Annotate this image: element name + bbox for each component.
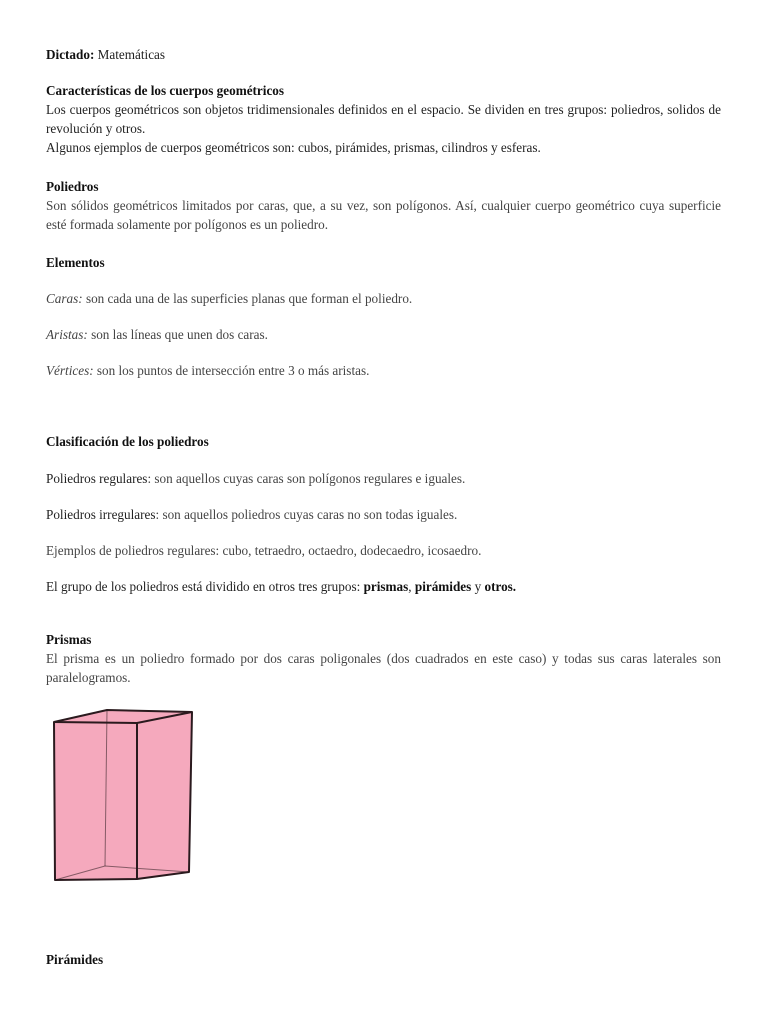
grupo-prismas: prismas xyxy=(363,579,409,594)
grupo-separator-1: , xyxy=(408,579,415,594)
regulares-definition xyxy=(46,469,721,488)
aristas-definition xyxy=(46,325,721,344)
intro-examples: Algunos ejemplos de cuerpos geométricos son: cubos, pirámides, prismas, cilindros y esferas. xyxy=(46,140,541,155)
dictado-label: Dictado: xyxy=(46,47,95,62)
grupo-piramides: pirámides xyxy=(414,579,472,594)
clasificacion-heading: Clasificación de los poliedros xyxy=(46,434,209,449)
poliedros-paragraph: Son sólidos geométricos limitados por caras, que, a su vez, son polígonos. Así, cualquier cuerpo geométrico cuya superficie esté formada solamente por polígonos es un poliedro. xyxy=(46,198,721,232)
caras-term: Caras: xyxy=(46,291,83,306)
prism-body xyxy=(54,710,192,880)
prismas-heading: Prismas xyxy=(46,632,92,647)
caras-definition xyxy=(46,289,721,308)
ejemplos-regulares: Ejemplos de poliedros regulares: cubo, tetraedro, octaedro, dodecaedro, icosaedro. xyxy=(46,543,482,558)
piramides-heading: Pirámides xyxy=(46,952,104,967)
poliedros-heading: Poliedros xyxy=(46,179,99,194)
vertices-definition xyxy=(46,361,721,380)
prismas-paragraph: El prisma es un poliedro formado por dos caras poligonales (dos cuadrados en este caso) y todas sus caras laterales son paralelogramos. xyxy=(46,651,721,685)
aristas-term: Aristas: xyxy=(46,327,88,342)
caras-text: son cada una de las superficies planas que forman el poliedro. xyxy=(82,291,413,306)
aristas-text: son las líneas que unen dos caras. xyxy=(87,327,268,342)
vertices-term: Vértices: xyxy=(46,363,94,378)
regulares-term: Poliedros regulares xyxy=(46,471,148,486)
dictado-line xyxy=(46,45,721,64)
dictado-subject: Matemáticas xyxy=(97,47,166,62)
elementos-heading: Elementos xyxy=(46,255,105,270)
irregulares-text: : son aquellos poliedros cuyas caras no son todas iguales. xyxy=(155,507,458,522)
intro-paragraph: Los cuerpos geométricos son objetos tridimensionales definidos en el espacio. Se dividen en tres grupos: poliedros, solidos de revolución y otros. xyxy=(46,102,721,136)
prism-illustration xyxy=(50,706,200,886)
intro-heading: Características de los cuerpos geométricos xyxy=(46,83,285,98)
regulares-text: : son aquellos cuyas caras son polígonos regulares e iguales. xyxy=(147,471,466,486)
grupo-separator-2: y xyxy=(471,579,485,594)
grupos-text: El grupo de los poliedros está dividido en otros tres grupos: xyxy=(46,579,364,594)
irregulares-definition xyxy=(46,505,721,524)
irregulares-term: Poliedros irregulares xyxy=(46,507,156,522)
vertices-text: son los puntos de intersección entre 3 o más aristas. xyxy=(93,363,370,378)
grupos-line xyxy=(46,577,721,596)
grupo-otros: otros. xyxy=(484,579,517,594)
